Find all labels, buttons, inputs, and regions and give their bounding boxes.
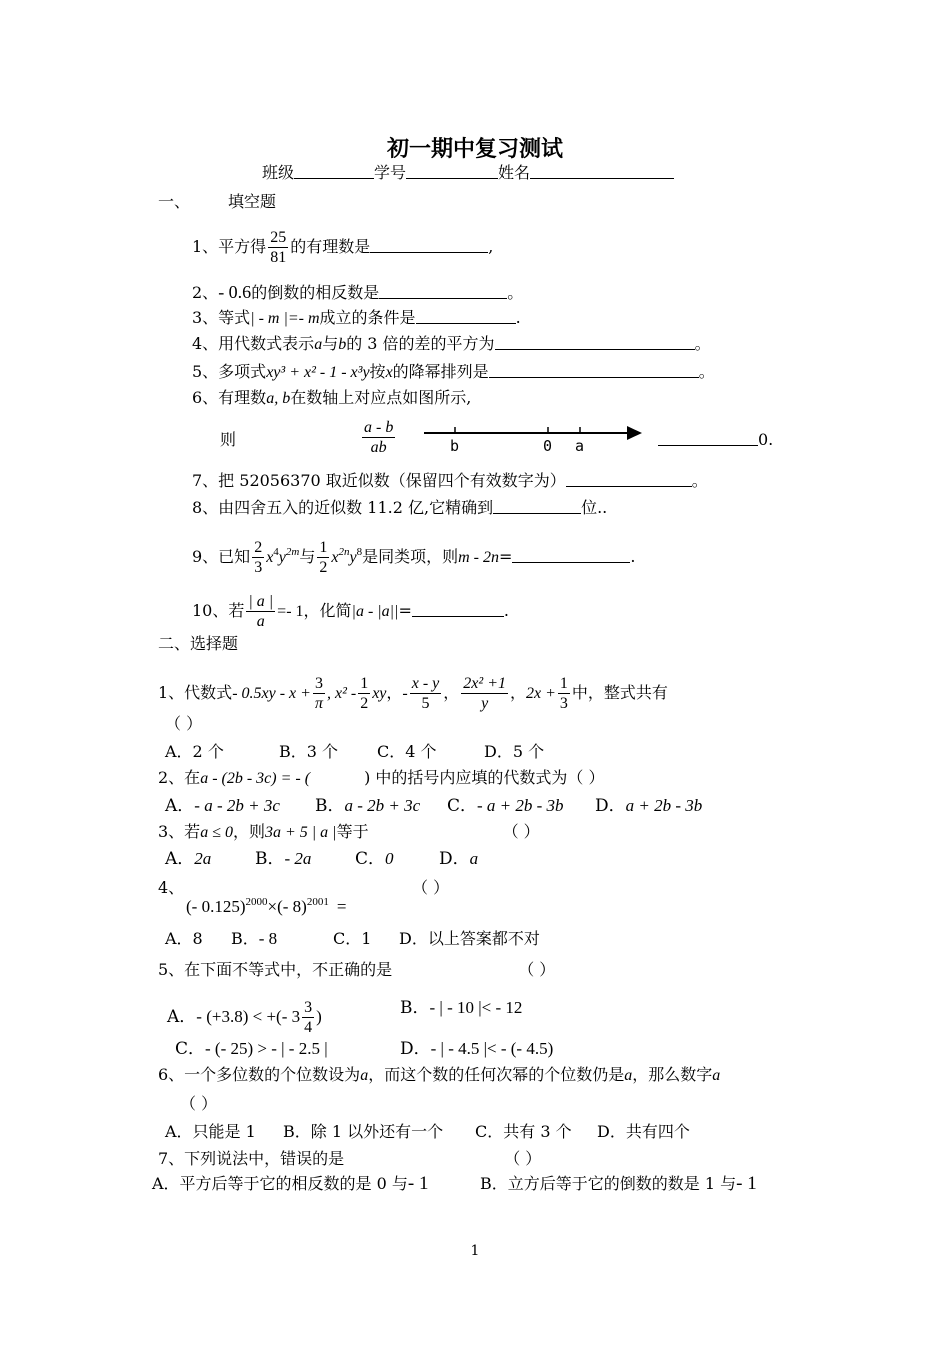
s2q3-a-val: 2a: [194, 849, 212, 868]
q3-text-post: 成立的条件是: [319, 308, 416, 327]
q8-end: 位..: [581, 498, 608, 517]
s2q4-options: [165, 929, 540, 949]
q4-text-post: 的 3 倍的差的平方为: [346, 334, 495, 353]
q10-answer-blank[interactable]: [412, 601, 504, 617]
s2q3-text-post: 等于: [336, 822, 369, 841]
s2q3-d-val: a: [469, 849, 479, 868]
s2q1-text: 1、代数式: [158, 683, 233, 702]
s2q7-b-val: - 1: [736, 1173, 757, 1194]
class-blank[interactable]: [294, 163, 374, 179]
s2q1-options: [165, 742, 544, 762]
s2q1-f5n: 1: [559, 675, 568, 692]
q9-term2-x: x: [331, 549, 339, 566]
s2q2-d-key: D．: [595, 796, 626, 816]
s2q1-f4n: 2x² +1: [463, 675, 506, 692]
s2q6-text-post: ，那么数字: [632, 1065, 713, 1084]
s2q1-expr2: , x² -: [326, 685, 357, 702]
s2q1-text-post: 中，整式共有: [571, 683, 668, 702]
q6-denominator: ab: [362, 437, 395, 457]
id-label: 学号: [374, 163, 407, 182]
s2q1-sep1: ，: [386, 683, 403, 702]
s2q3-options: [165, 849, 478, 869]
s2q6-option-d[interactable]: D．共有四个: [597, 1122, 690, 1141]
q4-answer-blank[interactable]: [495, 334, 695, 350]
s2q6-paren[interactable]: （ ）: [180, 1094, 218, 1113]
id-blank[interactable]: [406, 163, 498, 179]
s2q2-b-key: B．: [315, 796, 345, 816]
s2q2-option-d[interactable]: [595, 796, 702, 816]
q4-var-b: b: [338, 336, 347, 353]
s2q3-paren[interactable]: （ ）: [502, 822, 540, 841]
s2q1-sep2: ，: [443, 683, 460, 702]
s2q2-a-key: A．: [165, 796, 195, 816]
s2q1-option-a[interactable]: A．2 个: [165, 742, 224, 761]
s2q1-sep3: ，: [510, 683, 527, 702]
section1-heading: [158, 192, 276, 212]
q8-text: 8、由四舍五入的近似数 11.2 亿,它精确到: [192, 498, 494, 517]
s2q4-eq: =: [336, 897, 347, 916]
s2q7-b-text: B．立方后等于它的倒数的数是 1 与: [480, 1174, 737, 1193]
s2q4-paren[interactable]: （ ）: [412, 878, 450, 897]
s2q6-options: [165, 1122, 690, 1142]
s2q1-frac5: [558, 674, 570, 713]
s2q5-option-b[interactable]: [400, 998, 522, 1018]
s2q3-d-key: D．: [439, 849, 470, 869]
s2q1-f3d: 5: [410, 693, 442, 713]
s2q5-d-key: D．: [400, 1039, 431, 1059]
q5-answer-blank[interactable]: [489, 362, 699, 378]
label-zero: 0: [543, 437, 553, 452]
s2q2-text: 2、在: [158, 768, 201, 787]
s2q5-paren[interactable]: （ ）: [518, 960, 556, 979]
q6-fraction: [362, 418, 395, 457]
q10-den: a: [246, 611, 275, 631]
s2q4-exp1: 2000: [245, 896, 268, 908]
q6-expression: [360, 418, 397, 457]
q9-fraction-2: [317, 538, 329, 577]
q6-end: 0.: [758, 430, 774, 449]
section2-heading: 二、选择题: [158, 634, 239, 653]
q10-end: .: [503, 601, 509, 620]
q9-f2-num: 1: [319, 539, 328, 556]
q9-text-mid: 与: [299, 547, 316, 566]
s2q7-a-text: A．平方后等于它的相反数的是 0 与: [152, 1174, 408, 1193]
s1-question-2: [192, 282, 523, 303]
s2q4-times: ×(- 8): [267, 897, 307, 916]
q6-answer-blank[interactable]: [658, 430, 758, 446]
q5-text-mid: 按: [369, 362, 386, 381]
label-a: a: [575, 437, 585, 452]
s2q1-frac4: [461, 674, 508, 713]
s1-question-6: [192, 388, 471, 409]
s2q2-option-a[interactable]: [165, 796, 315, 816]
s2q5-c-val: - (- 25) > - | - 2.5 |: [205, 1039, 328, 1058]
s2q5-b-val: - | - 10 |< - 12: [429, 998, 523, 1017]
q9-exp2: 2n: [338, 546, 350, 558]
q6-answer-line: [658, 430, 773, 450]
q5-var-x: x: [385, 364, 393, 381]
q9-eq: =: [499, 547, 513, 566]
s2-question-1: [158, 674, 668, 713]
q6-then: 则: [220, 430, 237, 449]
q10-post: =: [398, 601, 412, 620]
s2q1-f1d: π: [314, 695, 323, 712]
q2-answer-blank[interactable]: [379, 283, 507, 299]
q4-var-a: a: [314, 336, 323, 353]
q10-fraction: [246, 592, 275, 631]
s2q5-a-fd: 4: [304, 1019, 313, 1036]
s2q2-option-b[interactable]: [315, 796, 447, 816]
s2q2-text-post: ) 中的括号内应填的代数式为（ ）: [364, 768, 605, 787]
q1-numerator: 25: [270, 229, 287, 246]
s2q4-exp2: 2001: [306, 896, 329, 908]
s2q2-c-key: C．: [447, 796, 478, 816]
s2q1-option-b[interactable]: B．3 个: [279, 742, 339, 761]
s2-question-5: [158, 960, 555, 980]
name-blank[interactable]: [530, 163, 674, 179]
q1-fraction: [268, 228, 288, 267]
s2q7-option-b[interactable]: [480, 1174, 757, 1194]
s2q3-b-val: - 2a: [284, 849, 312, 868]
q2-value: - 0.6: [218, 282, 252, 302]
page-number: 1: [470, 1243, 480, 1259]
label-b: b: [450, 437, 460, 452]
s2q1-paren[interactable]: （ ）: [165, 714, 203, 733]
q9-f1-num: 2: [254, 539, 263, 556]
s2q5-d-val: - | - 4.5 |< - (- 4.5): [430, 1039, 554, 1058]
q3-text: 3、等式: [192, 308, 251, 327]
s2q5-a-fn: 3: [304, 999, 313, 1016]
s2q1-f2d: 2: [360, 695, 369, 712]
q10-eq: =- 1: [277, 603, 304, 620]
s2q1-frac1: [313, 674, 325, 713]
q9-text-post: 是同类项，则: [362, 547, 459, 566]
s2q4-b-val: - 8: [258, 929, 278, 948]
s2-question-7: [158, 1149, 541, 1169]
s2q2-b-val: a - 2b + 3c: [344, 796, 421, 815]
s2q1-expr4: 2x +: [526, 685, 556, 702]
s1-question-9: [192, 538, 636, 577]
q3-expression: | - m |=- m: [250, 310, 320, 327]
s2q1-option-d[interactable]: D．5 个: [484, 742, 545, 761]
q6-text-post: 在数轴上对应点如图所示,: [290, 388, 472, 407]
s2q4-option-a[interactable]: A．8: [165, 929, 203, 948]
s2q4-base1: (- 0.125): [186, 897, 246, 916]
section1-title: 填空题: [228, 192, 277, 211]
q2-end: 。: [507, 283, 524, 302]
q4-text-mid: 与: [322, 334, 339, 353]
q3-end: .: [515, 308, 521, 327]
s2q5-a-key: A．: [167, 1007, 197, 1027]
s2q6-option-b[interactable]: B．除 1 以外还有一个: [283, 1122, 444, 1141]
s2q1-f2n: 1: [360, 675, 369, 692]
s2q4-option-c[interactable]: C．1: [333, 929, 372, 948]
s2q3-a-key: A．: [165, 849, 195, 869]
s2q3-c-val: 0: [385, 849, 394, 868]
s2q1-f3n: x - y: [411, 675, 440, 692]
s2q1-option-c[interactable]: C．4 个: [377, 742, 437, 761]
s2q1-f4d: y: [461, 693, 508, 713]
s2q1-f1n: 3: [314, 675, 323, 692]
s2q2-c-val: - a + 2b - 3b: [477, 796, 564, 815]
q1-answer-blank[interactable]: [370, 237, 488, 253]
s2q2-option-c[interactable]: [447, 796, 595, 816]
s2-question-6: [158, 1065, 720, 1086]
q10-expression: |a - |a||: [351, 603, 399, 620]
q5-end: 。: [698, 362, 715, 381]
q9-exp1b: 2m: [285, 546, 300, 558]
q9-expression: m - 2n: [458, 549, 499, 566]
student-info-line: [262, 163, 674, 183]
q9-f2-den: 2: [319, 559, 328, 576]
q10-text: 10、若: [192, 601, 245, 620]
s2q3-option-a[interactable]: [165, 849, 255, 869]
s2q5-option-d[interactable]: [400, 1039, 553, 1059]
s2q7-paren[interactable]: （ ）: [504, 1149, 542, 1168]
s2q6-text: 6、一个多位数的个位数设为: [158, 1065, 361, 1084]
q7-answer-blank[interactable]: [566, 471, 692, 487]
s2q5-option-c[interactable]: [175, 1039, 328, 1059]
s2q4-b-key: B．: [231, 929, 259, 948]
q1-text: 1、平方得: [192, 237, 267, 256]
s2q4-text: 4、: [158, 878, 185, 897]
s2q7-text: 7、下列说法中，错误的是: [158, 1149, 345, 1168]
s2q5-a-fraction: [302, 998, 314, 1037]
s1-question-5: [192, 362, 715, 383]
s2q1-frac2: [358, 674, 370, 713]
s2q5-option-a[interactable]: [167, 998, 322, 1037]
s2-question-2: [158, 768, 604, 789]
q6-text: 6、有理数: [192, 388, 267, 407]
q7-text: 7、把 52056370 取近似数（保留四个有效数字为）: [192, 471, 566, 490]
s2q3-text-mid: ，则: [232, 822, 265, 841]
q10-text-mid: ，化简: [303, 601, 352, 620]
s2q6-var1: a: [360, 1067, 369, 1084]
s2q3-c-key: C．: [355, 849, 386, 869]
page-title: 初一期中复习测试: [386, 137, 563, 162]
s2q2-a-val: - a - 2b + 3c: [194, 796, 280, 815]
s1-question-1: [192, 228, 493, 267]
q2-text: 2、: [192, 283, 219, 302]
q9-text: 9、已知: [192, 547, 251, 566]
s1-question-7: [192, 471, 708, 491]
s2q1-expr3: xy: [372, 685, 387, 702]
q9-exp1: 4: [273, 546, 279, 558]
s1-question-4: [192, 334, 711, 355]
s2q5-a-expr: - (+3.8) < +(- 3: [196, 1007, 301, 1026]
q6-vars: a, b: [266, 390, 291, 407]
s2q3-condition: a ≤ 0: [200, 824, 233, 841]
s2q3-b-key: B．: [255, 849, 285, 869]
s2q3-text: 3、若: [158, 822, 201, 841]
q5-text-post: 的降幂排列是: [392, 362, 489, 381]
s2q2-d-val: a + 2b - 3b: [625, 796, 703, 815]
s2q5-text: 5、在下面不等式中，不正确的是: [158, 960, 393, 979]
s2q6-option-a[interactable]: A．只能是 1: [165, 1122, 256, 1141]
q9-term2-y: y: [349, 549, 357, 566]
s2q3-expression: 3a + 5 | a |: [264, 824, 337, 841]
s2q3-option-b[interactable]: [255, 849, 355, 869]
s2q6-var2: a: [624, 1067, 633, 1084]
s1-question-3: [192, 308, 521, 329]
q9-f1-den: 3: [254, 559, 263, 576]
q8-answer-blank[interactable]: [493, 498, 581, 514]
s1-question-8: [192, 498, 607, 518]
s2q2-options: [165, 796, 702, 816]
q1-denominator: 81: [270, 249, 287, 266]
s2q5-a-close: ): [316, 1007, 322, 1026]
s2q3-option-c[interactable]: [355, 849, 439, 869]
q5-polynomial: xy³ + x² - 1 - x³y: [266, 364, 370, 381]
s2q6-var3: a: [712, 1067, 721, 1084]
q1-end: ,: [488, 237, 494, 256]
q6-numerator: a - b: [364, 419, 394, 436]
q9-term1-x: x: [266, 549, 274, 566]
q2-text-post: 的倒数的相反数是: [251, 283, 380, 302]
s2q7-option-a[interactable]: [152, 1174, 429, 1194]
s2q5-c-key: C．: [175, 1039, 206, 1059]
name-label: 姓名: [498, 163, 531, 182]
number-line-diagram: [422, 422, 652, 452]
s2q3-option-d[interactable]: [439, 849, 478, 869]
s2q4-option-d[interactable]: D．以上答案都不对: [399, 929, 540, 948]
s2q6-option-c[interactable]: C．共有 3 个: [475, 1122, 572, 1141]
q9-answer-blank[interactable]: [512, 547, 630, 563]
s2q1-neg: -: [402, 685, 408, 702]
s2q6-text-mid: ，而这个数的任何次幂的个位数仍是: [368, 1065, 625, 1084]
s2q1-frac3: [410, 674, 442, 713]
s2q7-a-val: - 1: [407, 1173, 429, 1194]
q3-answer-blank[interactable]: [416, 308, 516, 324]
q9-exp2b: 8: [356, 546, 363, 558]
q9-term1-y: y: [278, 549, 286, 566]
s2q5-b-key: B．: [400, 998, 430, 1018]
q4-text: 4、用代数式表示: [192, 334, 315, 353]
s2q1-f5d: 3: [559, 695, 568, 712]
q1-text-post: 的有理数是: [290, 237, 371, 256]
s2q4-option-b[interactable]: [231, 929, 333, 949]
q5-text: 5、多项式: [192, 362, 267, 381]
s2-question-4: [158, 878, 184, 898]
s2q2-expression: a - (2b - 3c) = - (: [200, 770, 311, 787]
class-label: 班级: [262, 163, 295, 182]
q9-end: .: [630, 547, 636, 566]
section1-number: 一、: [158, 192, 191, 211]
q9-fraction-1: [252, 538, 264, 577]
s2-question-3: [158, 822, 540, 843]
q10-num: | a |: [248, 593, 274, 610]
s2q4-expression: [186, 892, 346, 917]
q7-end: 。: [691, 471, 708, 490]
arrow-icon: [627, 426, 642, 440]
s2q1-expr1: - 0.5xy - x +: [232, 685, 311, 702]
q4-end: 。: [694, 334, 711, 353]
s1-question-10: [192, 592, 509, 631]
